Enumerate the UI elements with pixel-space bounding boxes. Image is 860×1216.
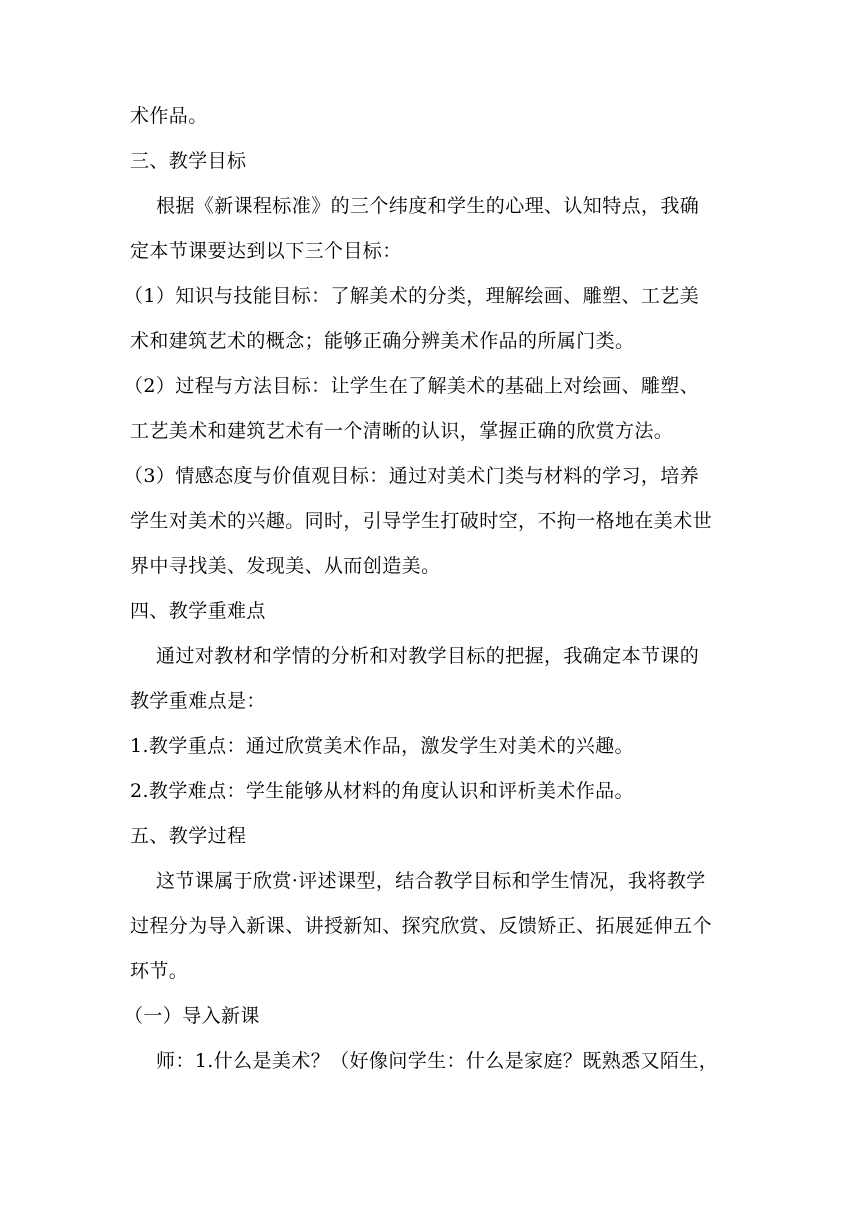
paragraph-line: 环节。 bbox=[130, 960, 189, 982]
section-heading-4 bbox=[130, 599, 732, 624]
paragraph-line: 根据《新课程标准》的三个纬度和学生的心理、认知特点，我确 bbox=[156, 195, 700, 217]
paragraph-line: 2.教学难点：学生能够从材料的角度认识和评析美术作品。 bbox=[130, 780, 634, 802]
subsection-heading-1 bbox=[124, 1004, 732, 1029]
paragraph-line: 术作品。 bbox=[130, 105, 208, 127]
objective-item-3 bbox=[124, 464, 732, 579]
paragraph-line: （2）过程与方法目标：让学生在了解美术的基础上对绘画、雕塑、 bbox=[124, 375, 700, 397]
section-heading-5 bbox=[130, 824, 732, 849]
paragraph-key-points-intro bbox=[130, 644, 732, 714]
paragraph-process-intro bbox=[130, 869, 732, 984]
subsection-heading: （一）导入新课 bbox=[124, 1005, 260, 1027]
paragraph-line: 学生对美术的兴趣。同时，引导学生打破时空，不拘一格地在美术世 bbox=[130, 510, 713, 532]
paragraph-objectives-intro bbox=[130, 194, 732, 264]
paragraph-line: 术和建筑艺术的概念；能够正确分辨美术作品的所属门类。 bbox=[130, 330, 635, 352]
paragraph-line: 教学重难点是： bbox=[130, 690, 266, 712]
section-heading: 五、教学过程 bbox=[130, 825, 247, 847]
paragraph-teacher-dialogue bbox=[130, 1049, 732, 1074]
paragraph-line: 师：1.什么是美术？（好像问学生：什么是家庭？既熟悉又陌生， bbox=[156, 1050, 719, 1072]
paragraph-line: 界中寻找美、发现美、从而创造美。 bbox=[130, 555, 441, 577]
objective-item-2 bbox=[124, 374, 732, 444]
paragraph-line: 定本节课要达到以下三个目标： bbox=[130, 240, 402, 262]
text-line-continuation bbox=[130, 104, 732, 129]
paragraph-line: 过程分为导入新课、讲授新知、探究欣赏、反馈矫正、拓展延伸五个 bbox=[130, 915, 713, 937]
objective-item-1 bbox=[124, 284, 732, 354]
paragraph-line: 通过对教材和学情的分析和对教学目标的把握，我确定本节课的 bbox=[156, 645, 700, 667]
paragraph-line: （3）情感态度与价值观目标：通过对美术门类与材料的学习，培养 bbox=[124, 465, 700, 487]
section-heading: 四、教学重难点 bbox=[130, 600, 266, 622]
key-point-item bbox=[130, 734, 732, 759]
section-heading-3 bbox=[130, 149, 732, 174]
document-page bbox=[124, 104, 732, 1074]
paragraph-line: 1.教学重点：通过欣赏美术作品，激发学生对美术的兴趣。 bbox=[130, 735, 634, 757]
difficult-point-item bbox=[130, 779, 732, 804]
paragraph-line: 这节课属于欣赏·评述课型，结合教学目标和学生情况，我将教学 bbox=[156, 870, 706, 892]
paragraph-line: 工艺美术和建筑艺术有一个清晰的认识，掌握正确的欣赏方法。 bbox=[130, 420, 674, 442]
section-heading: 三、教学目标 bbox=[130, 150, 247, 172]
paragraph-line: （1）知识与技能目标：了解美术的分类，理解绘画、雕塑、工艺美 bbox=[124, 285, 700, 307]
